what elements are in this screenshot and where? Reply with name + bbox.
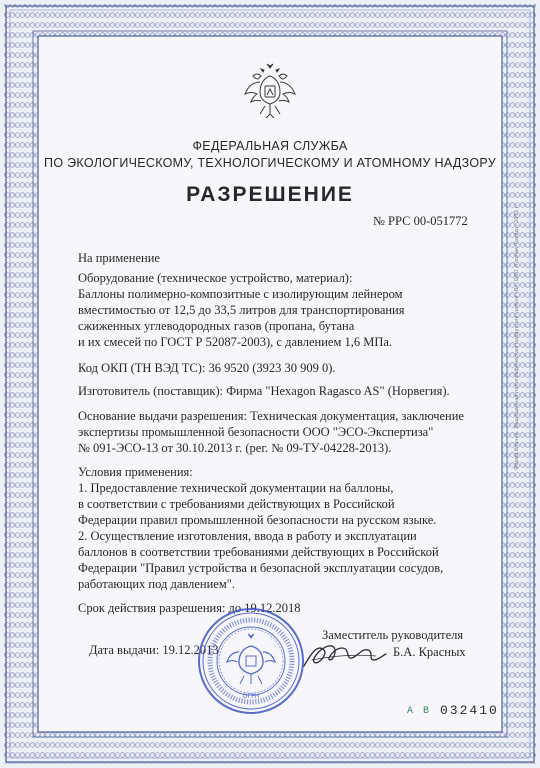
equipment-line: сжиженных углеводородных газов (пропана, бутана <box>78 319 355 333</box>
signer-name: Б.А. Красных <box>393 645 466 659</box>
signature-icon <box>300 632 392 676</box>
basis-line: Основание выдачи разрешения: Техническая документация, заключение <box>78 409 464 423</box>
agency-line-2: ПО ЭКОЛОГИЧЕСКОМУ, ТЕХНОЛОГИЧЕСКОМУ И АТОМНОМУ НАДЗОРУ <box>44 156 496 170</box>
manufacturer: Изготовитель (поставщик): Фирма "Hexagon Ragasco AS" (Норвегия). <box>78 384 450 398</box>
conditions-label: Условия применения: <box>78 465 193 479</box>
condition-line: 2. Осуществление изготовления, ввода в работу и эксплуатации <box>78 529 417 543</box>
basis-line: экспертизы промышленной безопасности ООО "ЭСО-Экспертиза" <box>78 425 434 439</box>
svg-text:ОГРН: ОГРН <box>242 693 260 700</box>
purpose-label: На применение <box>78 251 160 265</box>
condition-line: баллонов в соответствии требованиями действующих в Российской <box>78 545 439 559</box>
agency-line-1: ФЕДЕРАЛЬНАЯ СЛУЖБА <box>192 139 348 153</box>
signer-title: Заместитель руководителя <box>322 628 464 642</box>
equipment-line: Баллоны полимерно-композитные с изолирующим лейнером <box>78 287 403 301</box>
validity-period: Срок действия разрешения: до 19.12.2018 <box>78 601 301 615</box>
document-title: РАЗРЕШЕНИЕ <box>186 183 354 206</box>
condition-line: в соответствии с требованиями действующих в Российской <box>78 497 395 511</box>
equipment-line: и их смесей по ГОСТ Р 52087-2003), с давлением 1,6 МПа. <box>78 335 393 349</box>
serial-number: 032410 <box>440 703 499 718</box>
emblem-icon <box>243 62 297 120</box>
serial-prefix: А В <box>407 706 432 717</box>
stamp-icon <box>196 606 306 716</box>
condition-line: 1. Предоставление технической документации на баллоны, <box>78 481 394 495</box>
blank-form-microtext: Форма бланка. Защищенная полиграфическая продукция уровня «В». ООО «Гознак-Трейд», 2013 г. <box>514 204 520 470</box>
okp-code: Код ОКП (ТН ВЭД ТС): 36 9520 (3923 30 909 0). <box>78 361 336 375</box>
permit-number: № РРС 00-051772 <box>373 214 468 228</box>
condition-line: Федерации "Правил устройства и безопасной эксплуатации сосудов, <box>78 561 444 575</box>
issue-date: Дата выдачи: 19.12.2013 <box>89 643 219 657</box>
basis-line: № 091-ЭСО-13 от 30.10.2013 г. (рег. № 09-ТУ-04228-2013). <box>78 441 392 455</box>
condition-line: Федерации правил промышленной безопасности на русском языке. <box>78 513 437 527</box>
equipment-line: вместимостью от 12,5 до 33,5 литров для транспортирования <box>78 303 405 317</box>
equipment-label: Оборудование (техническое устройство, материал): <box>78 271 353 285</box>
condition-line: работающих под давлением". <box>78 577 235 591</box>
